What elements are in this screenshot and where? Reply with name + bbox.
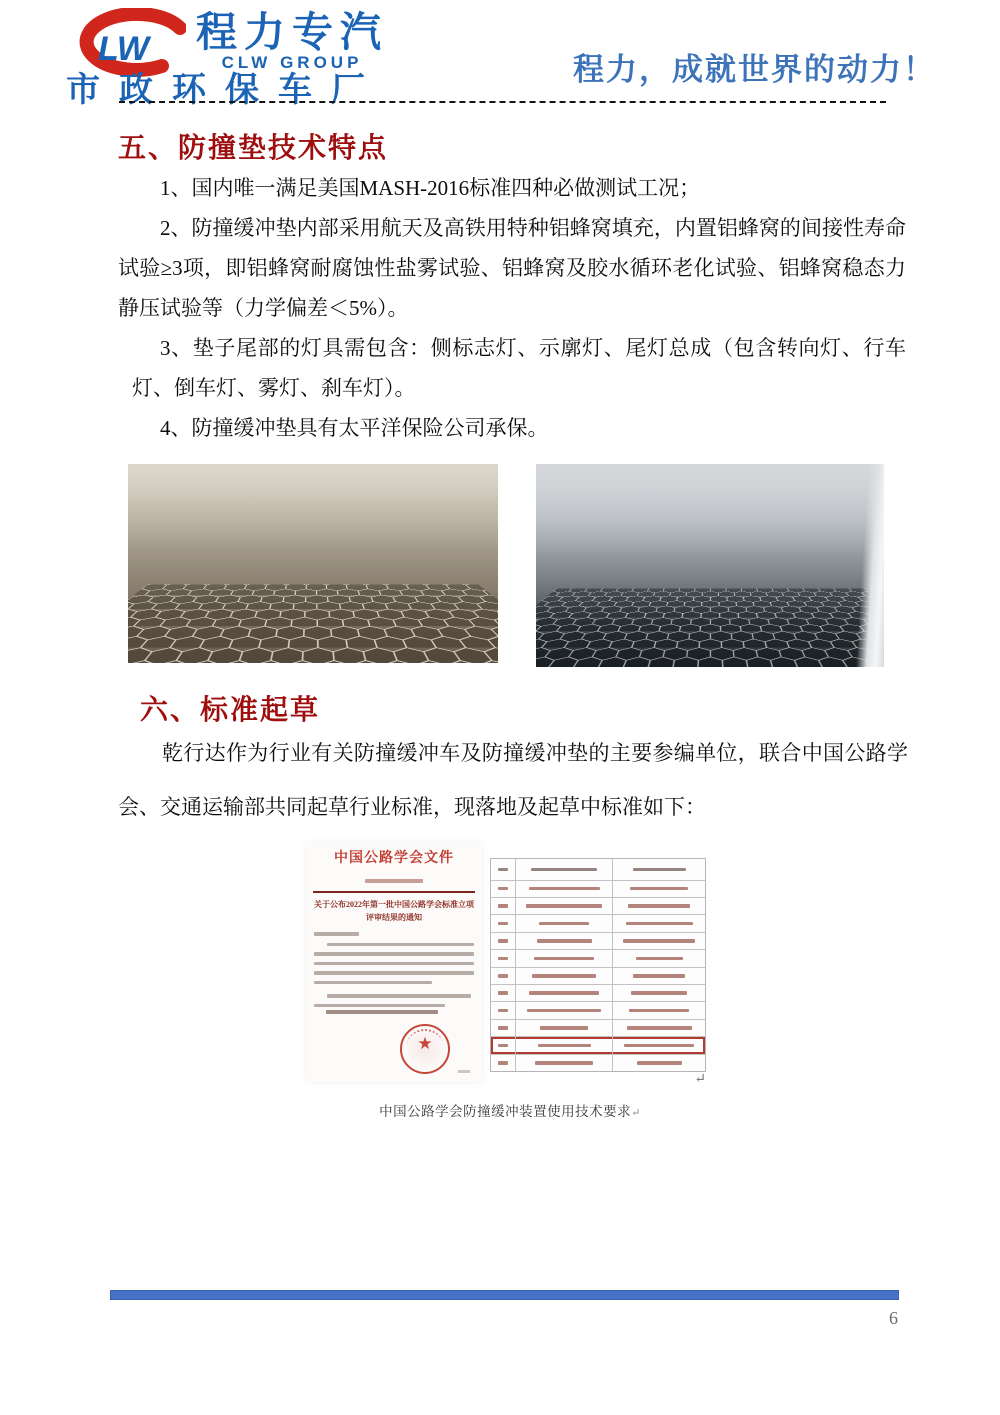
division-name: 市政环保车厂 (66, 71, 384, 109)
illegible-cell-text (539, 922, 589, 926)
illegible-cell-text (628, 904, 690, 908)
illegible-cell-text (498, 1061, 509, 1065)
illegible-cell-text (623, 939, 695, 943)
table-cell (613, 859, 705, 880)
return-mark: ↵ (631, 1107, 641, 1119)
illegible-cell-text (624, 1044, 694, 1048)
svg-text:LW: LW (98, 30, 149, 68)
table-cell (491, 933, 516, 949)
letterhead-rule (313, 891, 475, 893)
illegible-cell-text (498, 904, 509, 908)
table-cell (516, 950, 613, 966)
illegible-cell-text (633, 974, 684, 978)
honeycomb-photo-left (128, 464, 498, 663)
section-five-items (118, 168, 906, 448)
list-item: 4、防撞缓冲垫具有太平洋保险公司承保。 (160, 416, 549, 440)
official-letter-page (306, 842, 482, 1082)
illegible-cell-text (631, 991, 687, 995)
brand-name-en: CLW GROUP (221, 53, 363, 72)
illegible-text-line (314, 981, 432, 985)
table-cell (613, 968, 705, 984)
illegible-cell-text (529, 887, 600, 891)
illegible-text-line (314, 952, 474, 956)
table-cell (613, 1002, 705, 1018)
standards-table (490, 858, 706, 1072)
illegible-cell-text (531, 868, 597, 872)
table-cell (613, 1020, 705, 1036)
table-cell (491, 859, 516, 880)
illegible-cell-text (534, 957, 594, 961)
illegible-cell-text (498, 887, 509, 891)
table-row (491, 985, 705, 1002)
official-seal-icon (400, 1024, 450, 1074)
illegible-cell-text (498, 957, 509, 961)
table-cell (516, 1055, 613, 1071)
table-cell (491, 950, 516, 966)
table-cell (516, 859, 613, 880)
table-cell (491, 881, 516, 897)
illegible-page-mark (458, 1070, 470, 1073)
table-cell (491, 968, 516, 984)
page-number: 6 (889, 1308, 898, 1328)
illegible-text-line (314, 962, 474, 966)
table-cell (613, 1055, 705, 1071)
illegible-text-line (314, 932, 359, 936)
table-cell (613, 881, 705, 897)
footer-bar (110, 1290, 899, 1300)
figure-caption-text: 中国公路学会防撞缓冲装置使用技术要求 (379, 1104, 632, 1119)
table-cell (613, 950, 705, 966)
illegible-cell-text (532, 974, 597, 978)
table-row (491, 881, 705, 898)
illegible-reference-number (365, 879, 423, 883)
illegible-text-line (327, 994, 471, 998)
table-cell (613, 898, 705, 914)
panel-edge-highlight (856, 464, 884, 667)
table-cell (516, 985, 613, 1001)
illegible-cell-text (498, 868, 509, 872)
illegible-cell-text (627, 1026, 692, 1030)
illegible-cell-text (637, 1061, 682, 1065)
table-cell (491, 1002, 516, 1018)
return-mark: ↵ (694, 1072, 706, 1087)
illegible-text-line (314, 1004, 445, 1008)
illegible-text-line (327, 943, 474, 947)
illegible-cell-text (629, 1009, 690, 1013)
letterhead-title: 中国公路学会文件 (334, 851, 454, 866)
table-row (491, 950, 705, 967)
illegible-cell-text (630, 887, 688, 891)
illegible-cell-text (498, 991, 509, 995)
list-item: 1、国内唯一满足美国MASH-2016标准四种必做测试工况； (160, 176, 701, 200)
table-row (491, 898, 705, 915)
illegible-cell-text (529, 991, 598, 995)
illegible-cell-text (636, 957, 683, 961)
table-cell (516, 898, 613, 914)
table-cell (491, 1020, 516, 1036)
illegible-cell-text (498, 922, 509, 926)
notice-title-line1: 关于公布2022年第一批中国公路学会标准立项 (314, 900, 474, 909)
illegible-attachment-line (326, 1010, 438, 1014)
honeycomb-pattern (128, 585, 498, 663)
table-cell (516, 968, 613, 984)
table-cell (491, 1037, 516, 1053)
illegible-body-text (314, 932, 474, 1013)
company-slogan: 程力，成就世界的动力！ (573, 52, 936, 87)
illegible-cell-text (535, 1061, 593, 1065)
table-row (491, 1055, 705, 1071)
illegible-text-line (314, 971, 474, 975)
table-row (491, 968, 705, 985)
illegible-cell-text (498, 1009, 509, 1013)
table-cell (491, 915, 516, 931)
table-cell (491, 985, 516, 1001)
illegible-cell-text (538, 1044, 591, 1048)
table-cell (516, 881, 613, 897)
section-six-title: 六、标准起草 (140, 694, 321, 725)
illegible-cell-text (498, 939, 509, 943)
table-cell (516, 1020, 613, 1036)
table-cell (613, 915, 705, 931)
figure-caption (330, 1100, 690, 1120)
notice-title (308, 898, 480, 924)
illegible-cell-text (526, 904, 602, 908)
table-cell (613, 985, 705, 1001)
honeycomb-photo-right (536, 464, 884, 667)
illegible-cell-text (540, 1026, 588, 1030)
section-six-paragraph: 乾行达作为行业有关防撞缓冲车及防撞缓冲垫的主要参编单位，联合中国公路学会、交通运输部共同起草行业标准，现落地及起草中标准如下： (118, 741, 908, 819)
illegible-cell-text (633, 868, 686, 872)
honeycomb-pattern (536, 588, 884, 667)
header-divider (119, 101, 886, 103)
table-header-row (491, 859, 705, 881)
list-item: 2、防撞缓冲垫内部采用航天及高铁用特种铝蜂窝填充，内置铝蜂窝的间接性寿命试验≥3项，即铝蜂窝耐腐蚀性盐雾试验、铝蜂窝及胶水循环老化试验、铝蜂窝稳态力静压试验等（力学偏差＜5%）。 (118, 216, 906, 320)
table-row (491, 1037, 705, 1054)
brand-name-cn: 程力专汽 (196, 9, 388, 55)
section-five-title: 五、防撞垫技术特点 (118, 132, 389, 163)
table-row (491, 1002, 705, 1019)
table-cell (516, 1037, 613, 1053)
table-row (491, 915, 705, 932)
table-cell (491, 898, 516, 914)
illegible-cell-text (498, 1026, 509, 1030)
seal-star-icon: ★ (417, 1034, 433, 1053)
illegible-cell-text (527, 1009, 601, 1013)
table-row (491, 1020, 705, 1037)
table-cell (516, 915, 613, 931)
table-cell (516, 933, 613, 949)
table-cell (491, 1055, 516, 1071)
standards-document-figure (300, 838, 712, 1096)
illegible-cell-text (626, 922, 693, 926)
table-row (491, 933, 705, 950)
table-cell (516, 1002, 613, 1018)
list-item: 3、垫子尾部的灯具需包含：侧标志灯、示廓灯、尾灯总成（包含转向灯、行车灯、倒车灯、雾灯、刹车灯）。 (132, 336, 906, 400)
illegible-cell-text (498, 1044, 509, 1048)
table-cell (613, 1037, 705, 1053)
table-cell (613, 933, 705, 949)
notice-title-line2: 评审结果的通知 (366, 913, 422, 922)
illegible-cell-text (537, 939, 592, 943)
illegible-cell-text (498, 974, 509, 978)
